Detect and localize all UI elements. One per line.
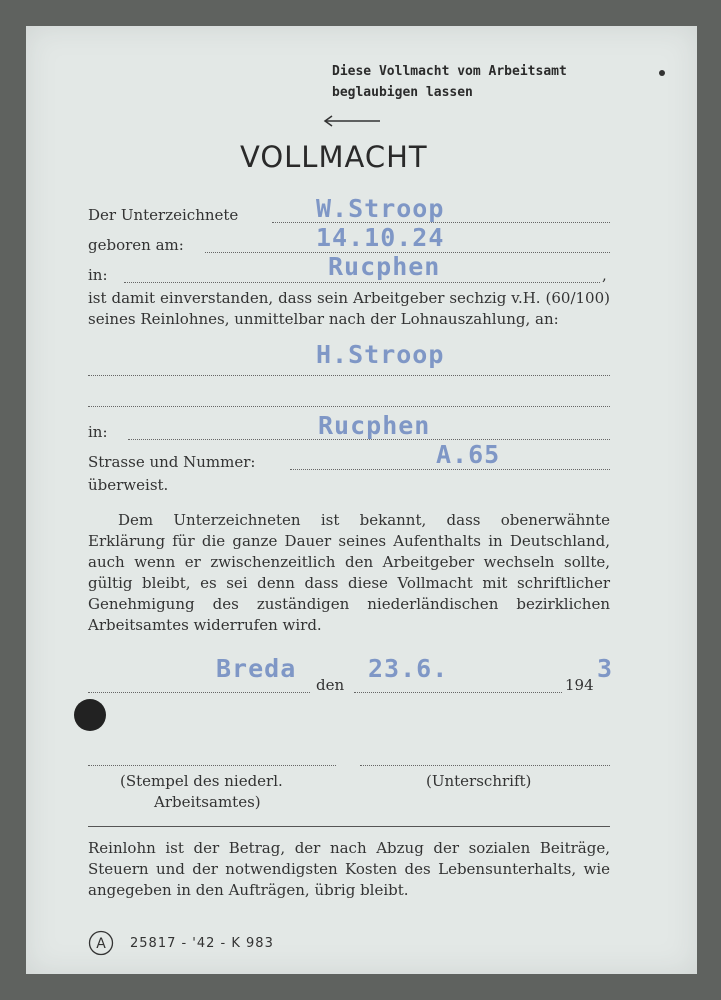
year-prefix: 194 [565,676,594,694]
note-line-1: Diese Vollmacht vom Arbeitsamt [332,64,567,79]
certification-note [332,61,567,103]
den-label: den [316,676,345,694]
undersigned-label: Der Unterzeichnete [88,206,239,224]
stamp-label-line-1: (Stempel des niederl. [120,772,283,790]
recipient-city-label: in: [88,423,108,441]
recipient-name-value: H.Stroop [316,340,445,369]
birthplace-comma: , [602,266,607,284]
definition-paragraph: Reinlohn ist der Betrag, der nach Abzug der sozialen Beiträge, Steuern und der notwendigsten Kosten des Lebensunterhalts, wie angegeben in den Aufträgen, übrig bleibt. [88,839,610,899]
year-suffix-value: 3 [597,654,614,683]
signature-label: (Unterschrift) [426,772,532,790]
ink-dot-icon [658,69,666,77]
street-value: A.65 [436,440,501,469]
date-value: 23.6. [368,654,449,683]
birthplace-dotted-line [124,282,600,283]
signature-dotted-line [360,765,610,766]
stamp-label-line-2: Arbeitsamtes) [154,793,261,811]
recipient-dotted-line-2 [88,406,610,407]
street-label: Strasse und Nummer: [88,453,256,471]
transfers-text: überweist. [88,476,169,494]
recipient-dotted-line-1 [88,375,610,376]
born-value: 14.10.24 [316,223,445,252]
undersigned-value: W.Stroop [316,194,445,223]
recipient-city-value: Rucphen [318,411,431,440]
printer-logo-letter: A [96,936,106,952]
agreement-paragraph: ist damit einverstanden, dass sein Arbeitgeber sechzig v.H. (60/100) seines Reinlohnes, unmittelbar nach der Lohnauszahlung, an: [88,289,610,328]
printer-logo-icon [88,930,114,956]
note-line-2: beglaubigen lassen [332,85,473,100]
place-value: Breda [216,654,297,683]
form-number: 25817 - '42 - K 983 [130,936,274,951]
birthplace-label: in: [88,266,108,284]
street-dotted-line [290,469,610,470]
left-arrow-icon [322,114,382,128]
born-label: geboren am: [88,236,184,254]
stamp-dotted-line [88,765,336,766]
date-dotted-line [354,692,562,693]
birthplace-value: Rucphen [328,252,441,281]
place-dotted-line [88,692,310,693]
validity-paragraph: Dem Unterzeichneten ist bekannt, dass obenerwähnte Erklärung für die ganze Dauer seines Aufenthalts in Deutschland, auch wenn er zwischenzeitlich den Arbeitgeber wechseln sollte, gültig bleibt, es sei denn dass diese Vollmacht mit schriftlicher Genehmigung des zuständigen niederländischen bezirklichen Arbeitsamtes widerrufen wird. [88,511,610,634]
punch-hole [74,699,106,731]
divider-line [88,826,610,827]
document-title: VOLLMACHT [240,140,428,174]
